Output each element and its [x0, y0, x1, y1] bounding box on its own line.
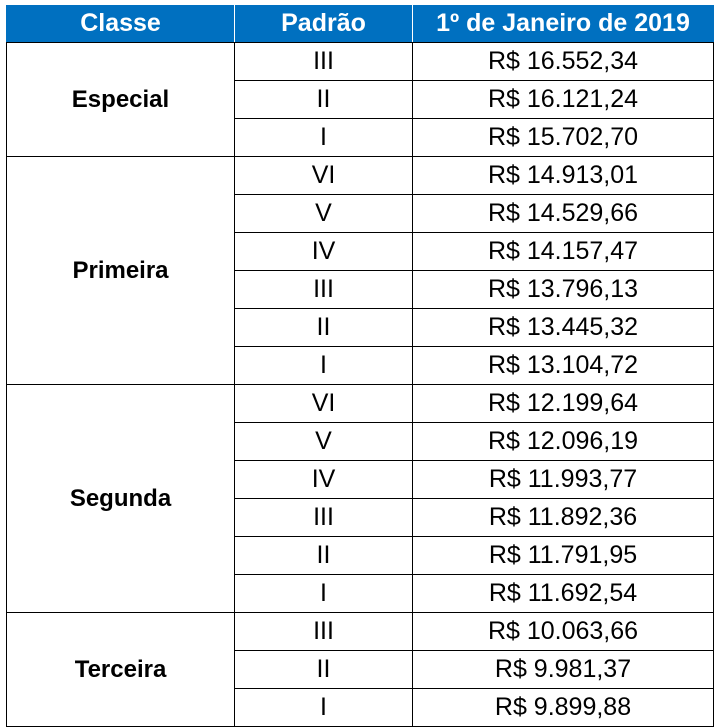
table-body [7, 43, 714, 727]
valor-cell: R$ 13.104,72 [413, 347, 714, 385]
padrao-cell: III [235, 613, 413, 651]
valor-cell: R$ 16.121,24 [413, 81, 714, 119]
valor-cell: R$ 12.199,64 [413, 385, 714, 423]
padrao-cell: II [235, 81, 413, 119]
valor-cell: R$ 9.981,37 [413, 651, 714, 689]
valor-cell: R$ 13.796,13 [413, 271, 714, 309]
padrao-cell: III [235, 43, 413, 81]
valor-cell: R$ 12.096,19 [413, 423, 714, 461]
padrao-cell: VI [235, 385, 413, 423]
valor-cell: R$ 10.063,66 [413, 613, 714, 651]
classe-cell: Especial [7, 43, 235, 157]
table-row [7, 43, 714, 81]
padrao-cell: III [235, 271, 413, 309]
valor-cell: R$ 11.892,36 [413, 499, 714, 537]
valor-cell: R$ 11.791,95 [413, 537, 714, 575]
padrao-cell: IV [235, 233, 413, 271]
padrao-cell: I [235, 575, 413, 613]
table-row [7, 613, 714, 651]
valor-cell: R$ 11.692,54 [413, 575, 714, 613]
valor-cell: R$ 13.445,32 [413, 309, 714, 347]
padrao-cell: II [235, 651, 413, 689]
padrao-cell: I [235, 119, 413, 157]
valor-cell: R$ 14.529,66 [413, 195, 714, 233]
padrao-cell: II [235, 537, 413, 575]
classe-cell: Terceira [7, 613, 235, 727]
valor-cell: R$ 16.552,34 [413, 43, 714, 81]
header-row [7, 5, 714, 43]
valor-cell: R$ 11.993,77 [413, 461, 714, 499]
padrao-cell: III [235, 499, 413, 537]
padrao-cell: IV [235, 461, 413, 499]
header-padrao: Padrão [235, 5, 413, 43]
header-classe: Classe [7, 5, 235, 43]
padrao-cell: I [235, 347, 413, 385]
padrao-cell: II [235, 309, 413, 347]
padrao-cell: I [235, 689, 413, 727]
valor-cell: R$ 14.157,47 [413, 233, 714, 271]
classe-cell: Primeira [7, 157, 235, 385]
padrao-cell: V [235, 423, 413, 461]
table-row [7, 157, 714, 195]
padrao-cell: VI [235, 157, 413, 195]
padrao-cell: V [235, 195, 413, 233]
salary-table [6, 5, 714, 727]
header-date: 1º de Janeiro de 2019 [413, 5, 714, 43]
valor-cell: R$ 9.899,88 [413, 689, 714, 727]
table-row [7, 385, 714, 423]
valor-cell: R$ 14.913,01 [413, 157, 714, 195]
classe-cell: Segunda [7, 385, 235, 613]
valor-cell: R$ 15.702,70 [413, 119, 714, 157]
